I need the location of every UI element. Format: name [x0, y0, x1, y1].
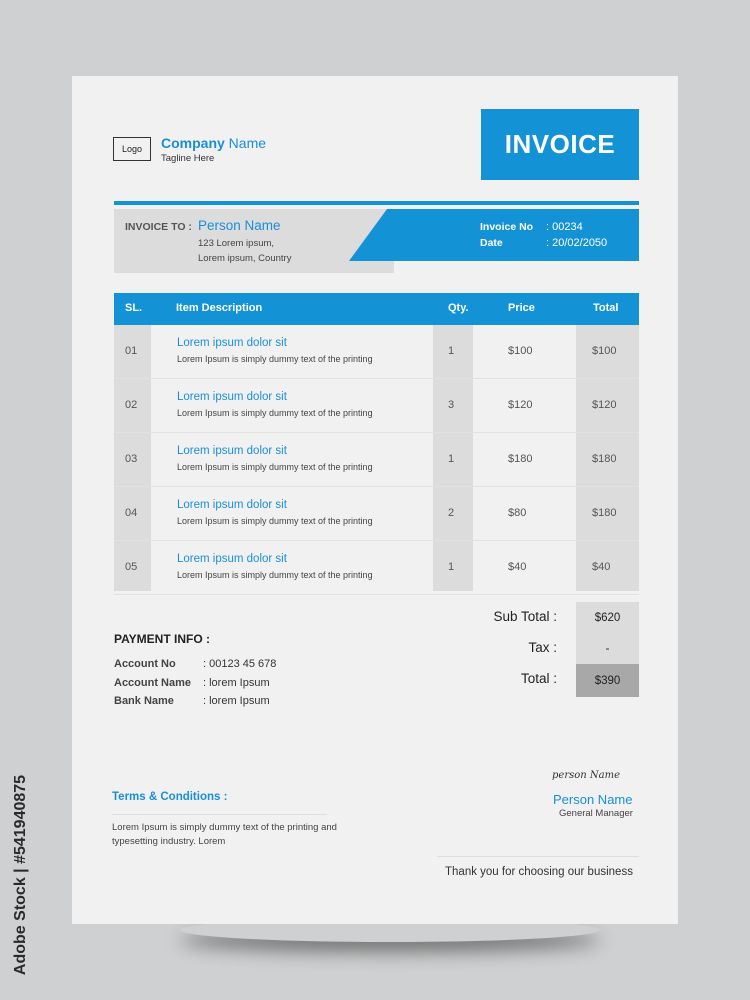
table-header — [114, 293, 639, 325]
subtotal-value: $620 — [576, 602, 639, 633]
meta-values — [546, 219, 607, 251]
invoice-no-value: : 00234 — [546, 221, 583, 233]
tagline: Tagline Here — [161, 153, 215, 164]
row-qty: 1 — [448, 453, 455, 465]
row-item: Lorem ipsum dolor sit — [177, 553, 287, 565]
date-label: Date — [480, 237, 503, 249]
tax-value: - — [576, 633, 639, 664]
tax-label: Tax : — [528, 640, 557, 655]
row-item: Lorem ipsum dolor sit — [177, 391, 287, 403]
row-qty: 3 — [448, 399, 455, 411]
account-no-line: Account No : 00123 45 678 — [114, 658, 277, 670]
row-price: $180 — [508, 453, 533, 465]
subtotal-row — [452, 602, 639, 633]
payment-info-title: PAYMENT INFO : — [114, 632, 211, 646]
company-name: Company Name — [161, 135, 267, 151]
meta-labels — [480, 219, 533, 251]
header-rule — [114, 201, 639, 205]
subtotal-label: Sub Total : — [493, 609, 557, 624]
row-sl: 05 — [125, 561, 138, 573]
header-sl: SL. — [125, 302, 143, 314]
row-desc: Lorem Ipsum is simply dummy text of the printing — [177, 462, 373, 472]
row-desc: Lorem Ipsum is simply dummy text of the printing — [177, 516, 373, 526]
terms-text: Lorem Ipsum is simply dummy text of the printing and typesetting industry. Lorem — [112, 822, 337, 847]
row-desc: Lorem Ipsum is simply dummy text of the printing — [177, 408, 373, 418]
account-name-line: Account Name : lorem Ipsum — [114, 676, 270, 689]
signatory-name: Person Name — [553, 792, 633, 807]
row-total: $40 — [592, 561, 611, 573]
header-total: Total — [593, 302, 619, 314]
row-total: $180 — [592, 453, 617, 465]
terms-divider — [112, 814, 327, 815]
signatory-role: General Manager — [559, 808, 633, 819]
row-qty: 2 — [448, 507, 455, 519]
bill-to-address: 123 Lorem ipsum, Lorem ipsum, Country — [198, 238, 292, 264]
invoice-title: INVOICE — [481, 109, 639, 180]
row-total: $120 — [592, 399, 617, 411]
row-sl: 02 — [125, 399, 138, 411]
row-price: $100 — [508, 345, 533, 357]
row-item: Lorem ipsum dolor sit — [177, 445, 287, 457]
stock-watermark: Adobe Stock | #541940875 — [12, 774, 29, 976]
table-row — [114, 379, 639, 433]
table-row — [114, 325, 639, 379]
table-row — [114, 433, 639, 487]
bill-to-label: INVOICE TO : — [125, 221, 192, 233]
tax-row — [452, 633, 639, 664]
header-qty: Qty. — [448, 302, 469, 314]
row-sl: 04 — [125, 507, 138, 519]
bank-name-line: Bank Name : lorem Ipsum — [114, 695, 270, 707]
row-qty: 1 — [448, 345, 455, 357]
row-price: $80 — [508, 507, 527, 519]
row-desc: Lorem Ipsum is simply dummy text of the printing — [177, 570, 373, 580]
date-value: : 20/02/2050 — [546, 237, 608, 249]
items-table — [114, 293, 639, 580]
thank-you-note: Thank you for choosing our business — [445, 866, 633, 878]
row-qty: 1 — [448, 561, 455, 573]
totals-summary — [452, 602, 639, 695]
row-total: $100 — [592, 345, 617, 357]
row-price: $40 — [508, 561, 527, 573]
invoice-page — [72, 76, 678, 924]
footer-divider — [437, 856, 639, 857]
invoice-no-label: Invoice No — [480, 221, 534, 233]
row-item: Lorem ipsum dolor sit — [177, 337, 287, 349]
total-row — [452, 664, 639, 695]
table-row — [114, 487, 639, 541]
header-price: Price — [508, 302, 535, 314]
row-item: Lorem ipsum dolor sit — [177, 499, 287, 511]
bill-to-name: Person Name — [198, 218, 281, 233]
payment-info — [114, 655, 276, 711]
company-block — [161, 135, 266, 164]
row-sl: 03 — [125, 453, 138, 465]
signature-script: person Name — [552, 770, 620, 781]
total-value: $390 — [576, 664, 639, 697]
terms-title: Terms & Conditions : — [112, 791, 228, 803]
table-body — [114, 325, 639, 595]
row-sl: 01 — [125, 345, 138, 357]
row-total: $180 — [592, 507, 617, 519]
row-desc: Lorem Ipsum is simply dummy text of the printing — [177, 354, 373, 364]
total-label: Total : — [520, 671, 557, 686]
row-price: $120 — [508, 399, 533, 411]
logo-placeholder: Logo — [113, 137, 151, 161]
table-row — [114, 541, 639, 595]
header-item: Item Description — [176, 302, 263, 314]
